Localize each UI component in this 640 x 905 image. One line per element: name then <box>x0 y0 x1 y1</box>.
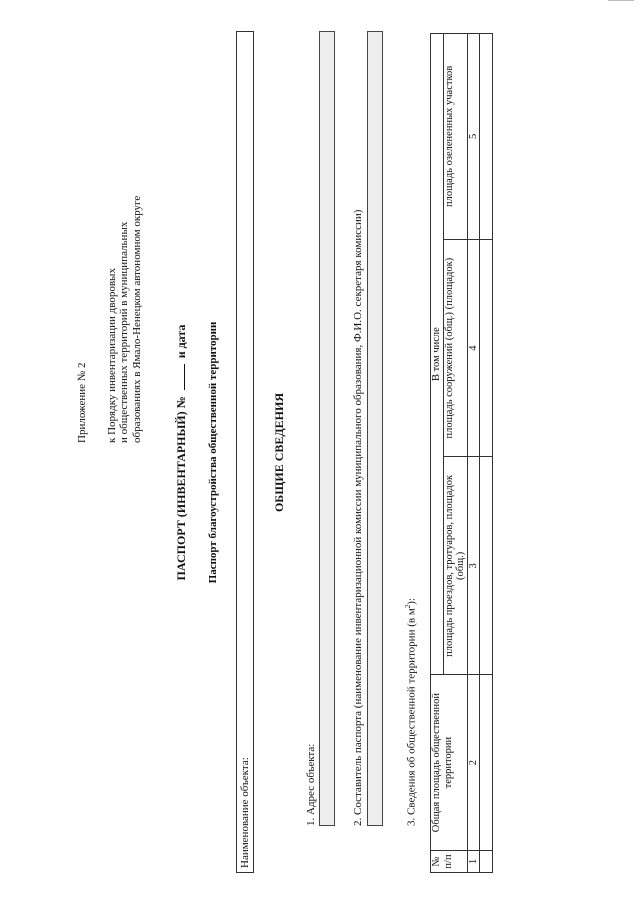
appendix-title: Приложение № 2 <box>76 362 88 443</box>
compiler-field[interactable] <box>367 31 383 826</box>
passport-number-blank[interactable] <box>174 364 185 390</box>
header-roads-area: площадь проездов, тротуаров, площадок (общ.) <box>443 457 467 675</box>
address-field[interactable] <box>319 31 335 826</box>
territory-info-sup: 2 <box>404 604 412 609</box>
appendix-line: к Порядку инвентаризации дворовых <box>106 268 118 443</box>
section-title: ОБЩИЕ СВЕДЕНИЯ <box>272 392 286 513</box>
territory-info-label <box>404 598 418 826</box>
object-name-label: Наименование объекта: <box>239 757 251 868</box>
passport-subtitle: Паспорт благоустройства общественной территории <box>207 321 219 584</box>
table-cell[interactable] <box>480 457 493 675</box>
appendix-subtitle <box>106 196 143 443</box>
table-cell[interactable] <box>480 675 493 851</box>
table-column-numbers-row <box>467 34 480 873</box>
table-header-row <box>431 34 444 873</box>
table-row <box>480 34 493 873</box>
column-number: 3 <box>467 457 480 675</box>
column-number: 5 <box>467 34 480 240</box>
compiler-label: 2. Составитель паспорта (наименование инвентаризационной комиссии муниципального образования, Ф.И.О. секретаря комиссии) <box>352 209 364 826</box>
table-cell[interactable] <box>480 851 493 873</box>
object-name-field[interactable] <box>236 31 254 873</box>
column-number: 1 <box>467 851 480 873</box>
column-number: 4 <box>467 239 480 457</box>
territory-info-tail: ): <box>405 597 418 605</box>
address-label: 1. Адрес объекта: <box>305 743 317 826</box>
header-structures-area: площадь сооружений (общ.) (площадок) <box>443 239 467 457</box>
column-number: 2 <box>467 675 480 851</box>
territory-info-text: 3. Сведения об общественной территории (в м <box>405 608 418 826</box>
table-cell[interactable] <box>480 239 493 457</box>
header-num: № п/п <box>431 851 468 873</box>
header-including: В том числе <box>431 34 444 675</box>
passport-title <box>174 0 189 905</box>
header-total-area: Общая площадь общественной территории <box>431 675 468 851</box>
passport-title-date: и дата <box>174 324 188 359</box>
table-cell[interactable] <box>480 34 493 240</box>
appendix-line: образованиях в Ямало-Ненецком автономном округе <box>130 195 143 443</box>
territory-area-table <box>430 33 493 873</box>
header-green-area: площадь озелененных участков <box>443 34 467 240</box>
appendix-line: и общественных территорий в муниципальных <box>118 221 131 443</box>
passport-title-main: ПАСПОРТ (ИНВЕНТАРНЫЙ) № <box>174 396 188 581</box>
